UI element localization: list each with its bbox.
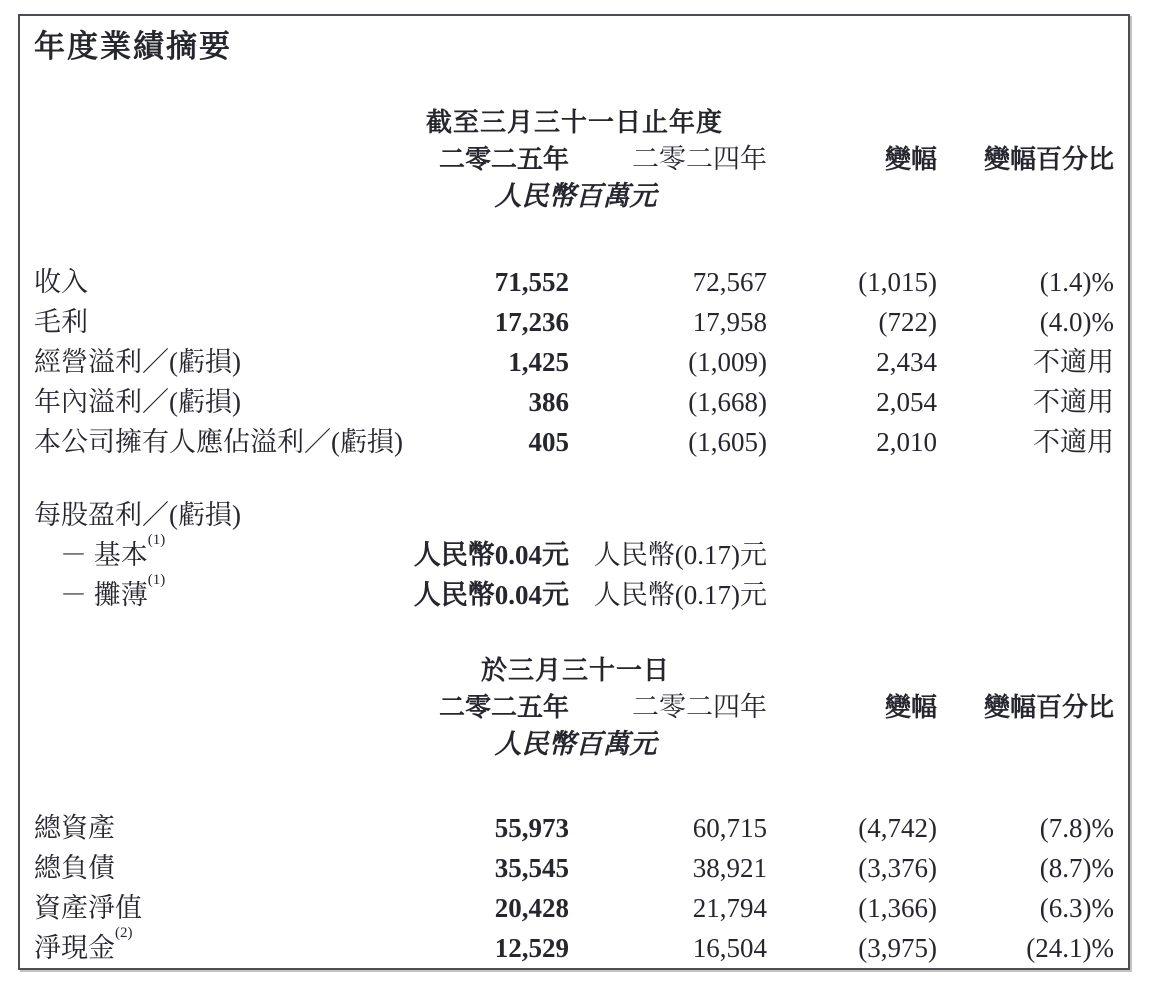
section2-unit-row	[34, 726, 1114, 763]
value-2025: 35,545	[494, 853, 569, 883]
value-change-pct: (4.0)%	[1039, 307, 1115, 337]
net-cash-label: 淨現金	[34, 933, 115, 963]
section1-year-header-row	[34, 141, 1114, 178]
value-2024: 21,794	[692, 893, 767, 923]
section2-period-header: 於三月三十一日	[480, 655, 670, 685]
eps-diluted-label: － 攤薄	[60, 580, 148, 610]
value-change: (3,975)	[858, 933, 937, 963]
row-label	[34, 532, 384, 575]
table-row-eps-diluted	[34, 575, 1114, 615]
value-2024: (1,668)	[688, 387, 767, 417]
table-row-gross-profit	[34, 302, 1114, 342]
row-label: 總負債	[34, 853, 115, 883]
table-row-revenue	[34, 262, 1114, 302]
value-change-pct: 不適用	[1033, 347, 1115, 377]
table-row-net-cash	[34, 928, 1114, 968]
row-label	[34, 925, 384, 968]
value-2024: 人民幣(0.17)元	[593, 580, 767, 610]
value-change: (722)	[878, 307, 937, 337]
spacer	[34, 462, 1114, 495]
column-header-2025: 二零二五年	[438, 692, 569, 722]
column-header-change-pct: 變幅百分比	[984, 144, 1115, 174]
column-header-change: 變幅	[884, 144, 937, 174]
value-2025: 20,428	[494, 893, 569, 923]
value-2024: (1,009)	[688, 347, 767, 377]
table-row-total-assets	[34, 808, 1114, 848]
row-label: 收入	[34, 267, 88, 297]
value-change-pct: 不適用	[1033, 427, 1115, 457]
value-2025: 人民幣0.04元	[413, 540, 569, 570]
value-change: (1,015)	[858, 267, 937, 297]
section1-period-header: 截至三月三十一日止年度	[426, 107, 724, 137]
value-2024: 17,958	[692, 307, 767, 337]
row-label	[34, 572, 384, 615]
value-2025: 71,552	[494, 267, 569, 297]
row-label: 總資產	[34, 813, 115, 843]
table-row-net-asset-value	[34, 888, 1114, 928]
value-change-pct: (8.7)%	[1039, 853, 1115, 883]
page-title: 年度業績摘要	[34, 29, 232, 64]
value-2025: 405	[528, 427, 569, 457]
eps-basic-label: － 基本	[60, 540, 148, 570]
value-change-pct: (6.3)%	[1039, 893, 1115, 923]
section2-year-header-row	[34, 689, 1114, 726]
spacer	[34, 215, 1114, 262]
section1-currency-unit: 人民幣百萬元	[494, 181, 657, 211]
value-2025: 人民幣0.04元	[413, 580, 569, 610]
table-row-eps-basic	[34, 535, 1114, 575]
column-header-change-pct: 變幅百分比	[984, 692, 1115, 722]
footnote-marker: (1)	[147, 532, 166, 548]
row-label: 年內溢利／(虧損)	[34, 387, 241, 417]
value-change: (3,376)	[858, 853, 937, 883]
row-label: 經營溢利／(虧損)	[34, 347, 241, 377]
value-2024: (1,605)	[688, 427, 767, 457]
value-change: 2,054	[876, 387, 937, 417]
row-label: 本公司擁有人應佔溢利／(虧損)	[34, 427, 403, 457]
value-change: (1,366)	[858, 893, 937, 923]
table-row-profit-for-year	[34, 382, 1114, 422]
column-header-2024: 二零二四年	[632, 144, 767, 174]
spacer	[34, 763, 1114, 808]
results-table	[34, 104, 1114, 968]
value-2025: 12,529	[494, 933, 569, 963]
value-2025: 1,425	[508, 347, 569, 377]
value-2025: 17,236	[494, 307, 569, 337]
table-row-operating-profit	[34, 342, 1114, 382]
table-row-profit-attributable-to-owners	[34, 422, 1114, 462]
value-2024: 人民幣(0.17)元	[593, 540, 767, 570]
value-change: (4,742)	[858, 813, 937, 843]
value-change: 2,010	[876, 427, 937, 457]
spacer	[34, 615, 1114, 652]
column-header-change: 變幅	[884, 692, 937, 722]
section1-unit-row	[34, 178, 1114, 215]
value-2024: 72,567	[692, 267, 767, 297]
section2-currency-unit: 人民幣百萬元	[494, 729, 657, 759]
value-2024: 60,715	[692, 813, 767, 843]
row-label: 資產淨值	[34, 893, 142, 923]
section2-period-row	[34, 652, 1114, 689]
eps-header: 每股盈利／(虧損)	[34, 500, 241, 530]
section1-period-row	[34, 104, 1114, 141]
value-change-pct: (1.4)%	[1039, 267, 1115, 297]
eps-header-row	[34, 495, 1114, 535]
value-2024: 16,504	[692, 933, 767, 963]
value-2025: 386	[528, 387, 569, 417]
value-change-pct: (24.1)%	[1026, 933, 1115, 963]
value-2024: 38,921	[692, 853, 767, 883]
row-label: 毛利	[34, 307, 88, 337]
footnote-marker: (1)	[147, 572, 166, 588]
column-header-2025: 二零二五年	[438, 144, 569, 174]
value-change: 2,434	[876, 347, 937, 377]
value-2025: 55,973	[494, 813, 569, 843]
footnote-marker: (2)	[115, 925, 133, 941]
annual-results-summary-box	[18, 14, 1130, 970]
value-change-pct: 不適用	[1033, 387, 1115, 417]
table-row-total-liabilities	[34, 848, 1114, 888]
column-header-2024: 二零二四年	[632, 692, 767, 722]
value-change-pct: (7.8)%	[1039, 813, 1115, 843]
